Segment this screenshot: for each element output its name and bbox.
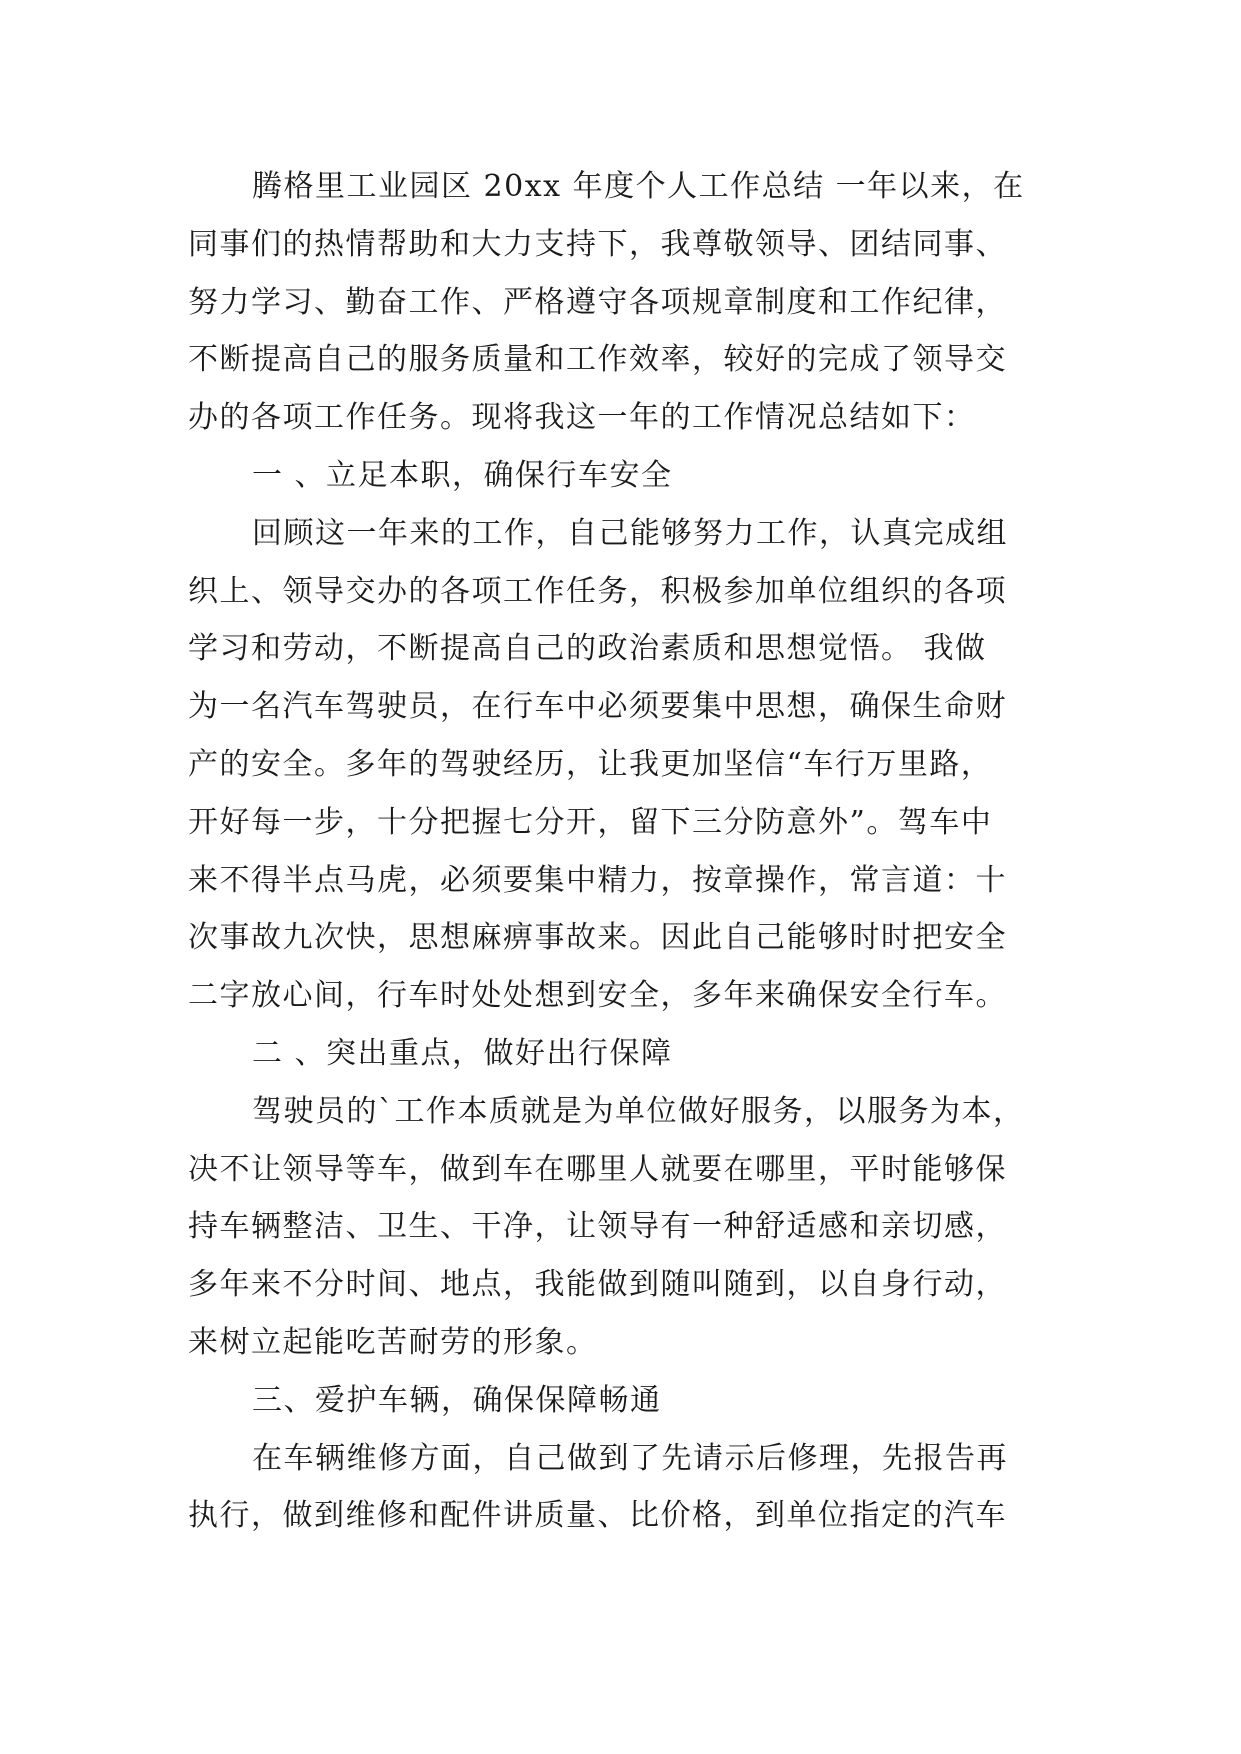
text-line: 开好每一步，十分把握七分开，留下三分防意外”。驾车中 bbox=[188, 804, 993, 840]
text-line: 在车辆维修方面，自己做到了先请示后修理，先报告再 bbox=[252, 1440, 1008, 1476]
text-line: 回顾这一年来的工作，自己能够努力工作，认真完成组 bbox=[252, 515, 1008, 551]
text-line: 为一名汽车驾驶员，在行车中必须要集中思想，确保生命财 bbox=[188, 689, 1007, 725]
text-line: 不断提高自己的服务质量和工作效率，较好的完成了领导交 bbox=[188, 342, 1007, 378]
text-line: 二 、突出重点，做好出行保障 bbox=[252, 1035, 673, 1071]
document-body bbox=[188, 158, 1068, 1545]
text-line: 决不让领导等车，做到车在哪里人就要在哪里，平时能够保 bbox=[188, 1151, 1007, 1187]
text-line: 三、爱护车辆，确保保障畅通 bbox=[252, 1382, 662, 1418]
text-line: 来树立起能吃苦耐劳的形象。 bbox=[188, 1324, 598, 1360]
text-line: 多年来不分时间、地点，我能做到随叫随到，以自身行动， bbox=[188, 1267, 1007, 1303]
text-line: 持车辆整洁、卫生、干净，让领导有一种舒适感和亲切感， bbox=[188, 1209, 1007, 1245]
text-line: 一 、立足本职，确保行车安全 bbox=[252, 457, 673, 493]
text-line: 执行，做到维修和配件讲质量、比价格，到单位指定的汽车 bbox=[188, 1498, 1007, 1534]
text-line: 办的各项工作任务。现将我这一年的工作情况总结如下： bbox=[188, 400, 976, 436]
text-line: 产的安全。多年的驾驶经历，让我更加坚信“车行万里路， bbox=[188, 746, 993, 782]
text-line: 来不得半点马虎，必须要集中精力，按章操作，常言道：十 bbox=[188, 862, 1007, 898]
text-line: 学习和劳动，不断提高自己的政治素质和思想觉悟。 我做 bbox=[188, 631, 987, 667]
text-line: 努力学习、勤奋工作、严格遵守各项规章制度和工作纪律， bbox=[188, 284, 1007, 320]
text-line: 同事们的热情帮助和大力支持下，我尊敬领导、团结同事、 bbox=[188, 226, 1007, 262]
text-line: 驾驶员的`工作本质就是为单位做好服务，以服务为本， bbox=[252, 1093, 1025, 1129]
text-line: 次事故九次快，思想麻痹事故来。因此自己能够时时把安全 bbox=[188, 920, 1007, 956]
text-line: 织上、领导交办的各项工作任务，积极参加单位组织的各项 bbox=[188, 573, 1007, 609]
text-line: 二字放心间，行车时处处想到安全，多年来确保安全行车。 bbox=[188, 978, 1007, 1014]
text-line: 腾格里工业园区 20xx 年度个人工作总结 一年以来，在 bbox=[252, 169, 1025, 204]
